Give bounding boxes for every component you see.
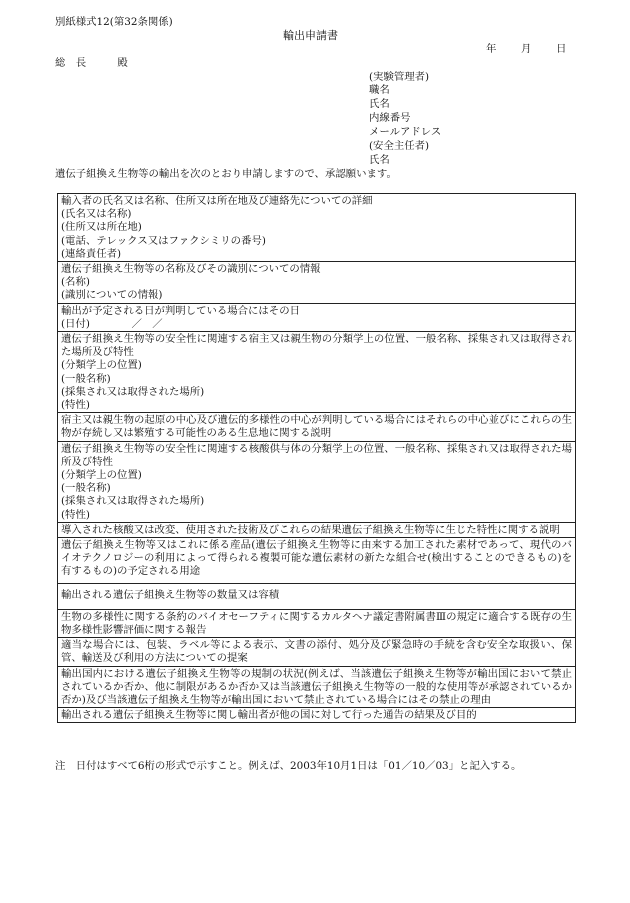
applicant-line: 氏名 [369, 98, 390, 110]
applicant-line: 氏名 [369, 154, 390, 166]
form-cell[interactable]: 導入された核酸又は改変、使用された技術及びこれらの結果遺伝子組換え生物等に生じた特性に関する説明 [58, 522, 576, 537]
applicant-line: (安全主任者) [369, 140, 430, 152]
form-cell[interactable]: 遺伝子組換え生物等の安全性に関連する核酸供与体の分類学上の位置、一般名称、採集され又は取得された場所及び特性 (分類学上の位置) (一般名称) (採集され又は取得された場所) (特性) [58, 441, 576, 522]
form-cell[interactable]: 輸出国内における遺伝子組換え生物等の規制の状況(例えば、当該遺伝子組換え生物等が輸出国において禁止されているか否か、他に制限があるか否か又は当該遺伝子組換え生物等の一般的な使用等が承認されているか否か)及び当該遺伝子組換え生物等が輸出国において禁止されている場合にはその禁止の理由 [58, 666, 576, 708]
table-row [58, 538, 576, 584]
table-row [58, 262, 576, 304]
form-cell[interactable]: 輸入者の氏名又は名称、住所又は所在地及び連絡先についての詳細 (氏名又は名称) (住所又は所在地) (電話、テレックス又はファクシミリの番号) (連絡責任者) [58, 194, 576, 262]
form-cell[interactable]: 遺伝子組換え生物等又はこれに係る産品(遺伝子組換え生物等に由来する加工された素材であって、現代のバイオテクノロジーの利用によって得られる複製可能な遺伝素材の新たな組合せ(検出することのできるもの)を有するもの)の予定される用途 [58, 538, 576, 584]
applicant-line: (実験管理者) [369, 71, 430, 83]
form-number: 別紙様式12(第32条関係) [55, 16, 173, 28]
table-row [58, 332, 576, 413]
applicant-line: 職名 [369, 84, 390, 96]
table-row [58, 666, 576, 708]
intro-text: 遺伝子組換え生物等の輸出を次のとおり申請しますので、承認願います。 [55, 168, 397, 180]
form-cell[interactable]: 適当な場合には、包装、ラベル等による表示、文書の添付、処分及び緊急時の手続を含む安全な取扱い、保管、輸送及び利用の方法についての提案 [58, 638, 576, 666]
application-form-table [57, 193, 576, 723]
form-cell[interactable]: 輸出される遺伝子組換え生物等に関し輸出者が他の国に対して行った通告の結果及び目的 [58, 708, 576, 723]
table-row [58, 303, 576, 331]
applicant-line: 内線番号 [369, 112, 411, 124]
table-row [58, 441, 576, 522]
form-cell[interactable]: 遺伝子組換え生物等の名称及びその識別についての情報 (名称) (識別についての情報) [58, 262, 576, 304]
table-row [58, 708, 576, 723]
table-row [58, 638, 576, 666]
form-cell[interactable]: 宿主又は親生物の起原の中心及び遺伝的多様性の中心が判明している場合にはそれらの中心並びにこれらの生物が存続し又は繁殖する可能性のある生息地に関する説明 [58, 413, 576, 441]
table-row [58, 609, 576, 637]
table-row [58, 194, 576, 262]
form-cell[interactable]: 遺伝子組換え生物等の安全性に関連する宿主又は親生物の分類学上の位置、一般名称、採集され又は取得された場所及び特性 (分類学上の位置) (一般名称) (採集され又は取得された場所) (特性) [58, 332, 576, 413]
form-cell[interactable]: 輸出が予定される日が判明している場合にはその日 (日付) ／ ／ [58, 303, 576, 331]
table-row [58, 522, 576, 537]
form-cell[interactable]: 輸出される遺伝子組換え生物等の数量又は容積 [58, 583, 576, 609]
applicant-line: メールアドレス [369, 126, 442, 138]
footnote: 注 日付はすべて6桁の形式で示すこと。例えば、2003年10月1日は「01／10／03」と記入する。 [55, 760, 522, 772]
form-cell[interactable]: 生物の多様性に関する条約のバイオセーフティに関するカルタヘナ議定書附属書Ⅲの規定に適合する既存の生物多様性影響評価に関する報告 [58, 609, 576, 637]
date-month-label: 月 [521, 43, 532, 55]
table-row [58, 583, 576, 609]
date-year-label: 年 [486, 43, 497, 55]
page-title: 輸出申請書 [283, 29, 338, 42]
addressee: 総 長 殿 [55, 57, 128, 69]
date-day-label: 日 [556, 43, 567, 55]
table-row [58, 413, 576, 441]
